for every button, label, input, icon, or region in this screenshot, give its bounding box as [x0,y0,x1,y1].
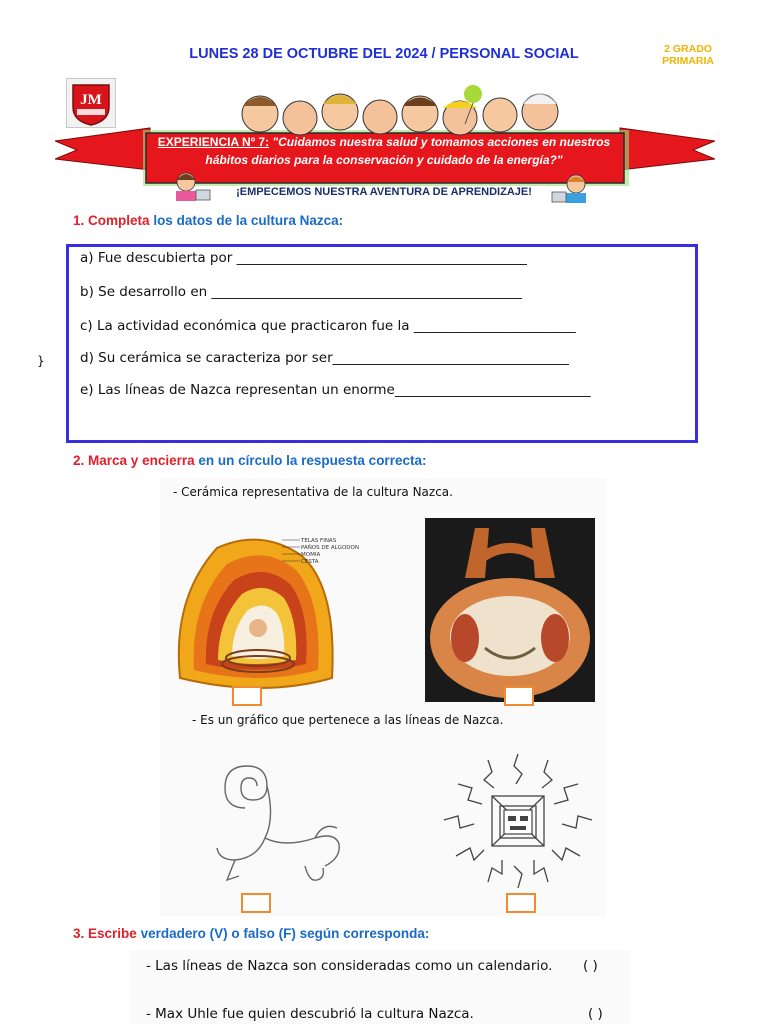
page-title: LUNES 28 DE OCTUBRE DEL 2024 / PERSONAL SOCIAL [189,46,579,62]
experience-label: EXPERIENCIA Nº 7: [157,135,270,149]
tf-answer-1[interactable]: ( ) [583,958,598,974]
tf-answer-2[interactable]: ( ) [588,1006,603,1022]
grade-label [662,43,714,67]
q1-item-a[interactable]: a) Fue descubierta por ___________________________________________ [80,250,527,266]
nazca-ceramic-image [425,518,595,702]
tf-statement-1: - Las líneas de Nazca son consideradas como un calendario. [146,958,553,974]
grade-line-2: PRIMARIA [662,55,714,67]
experience-title: "Cuidamos nuestra salud y tomamos acciones en nuestros hábitos diarios para la conservación y cuidado de la energía?" [205,135,611,167]
q2-caption-2: - Es un gráfico que pertenece a las líneas de Nazca. [192,713,504,727]
q2-number: 2. [73,453,85,468]
q1-number: 1. [73,213,85,228]
grade-line-1: 2 GRADO [664,43,712,55]
slogan: ¡EMPECEMOS NUESTRA AVENTURA DE APRENDIZAJE! [236,186,532,198]
sun-geoglyph-image [438,744,598,894]
logo-text: JM [80,92,102,108]
q3-number: 3. [73,926,85,941]
answer-box-4[interactable] [506,893,536,913]
q1-rest: los datos de la cultura Nazca: [153,213,344,228]
q3-verb: Escribe [88,926,137,941]
mummy-label-4: CESTA [301,559,319,565]
mummy-label-3: MOMIA [301,552,321,558]
question-1-box [66,244,698,443]
q1-item-b[interactable]: b) Se desarrollo en ______________________________________________ [80,284,523,300]
q1-verb: Completa [88,213,150,228]
question-1-heading [73,213,343,228]
q2-verb: Marca y encierra [88,453,195,468]
question-3-heading [73,926,429,941]
tf-statement-2: - Max Uhle fue quien descubrió la cultura Nazca. [146,1006,474,1022]
q1-item-c[interactable]: c) La actividad económica que practicaron fue la ________________________ [80,318,576,334]
monkey-geoglyph-image [205,748,355,893]
q2-caption-1: - Cerámica representativa de la cultura Nazca. [173,485,453,499]
children-illustration [242,85,558,135]
q1-item-d[interactable]: d) Su cerámica se caracteriza por ser___________________________________ [80,350,569,366]
answer-box-3[interactable] [241,893,271,913]
question-2-heading [73,453,426,468]
q3-rest: verdadero (V) o falso (F) según corresponda: [140,926,430,941]
answer-box-2[interactable] [504,686,534,706]
q1-item-e[interactable]: e) Las líneas de Nazca representan un enorme_____________________________ [80,382,591,398]
stray-character: } [37,354,45,368]
answer-box-1[interactable] [232,686,262,706]
mummy-label-2: PAÑOS DE ALGODON [301,545,359,551]
mummy-bundle-image [172,528,382,700]
q2-rest: en un círculo la respuesta correcta: [198,453,427,468]
mummy-label-1: TELAS FINAS [301,538,337,544]
